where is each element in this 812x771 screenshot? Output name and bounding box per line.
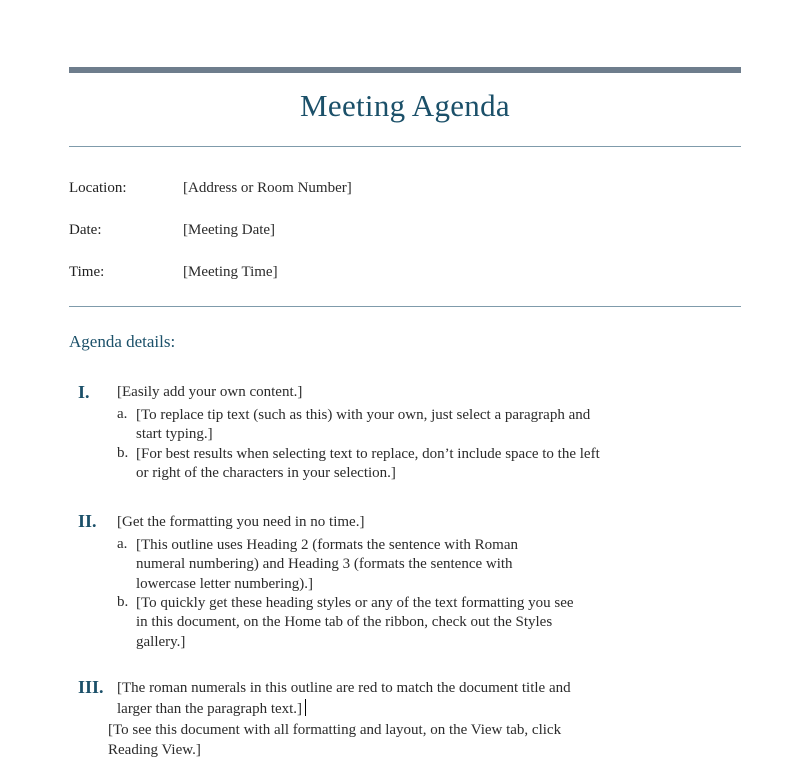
title-divider (69, 146, 741, 147)
closing-paragraph[interactable]: [To see this document with all formatting and layout, on the View tab, click Reading View.] (108, 722, 562, 758)
text-cursor (305, 699, 306, 716)
date-label: Date: (69, 222, 102, 238)
item-numeral: II. (78, 511, 97, 531)
agenda-item-text[interactable] (117, 679, 595, 719)
info-divider (69, 306, 741, 307)
time-label: Time: (69, 264, 105, 280)
agenda-item-text[interactable]: [Get the formatting you need in no time.] (117, 514, 365, 530)
subitem-letter: a. (117, 406, 128, 422)
location-value[interactable]: [Address or Room Number] (183, 180, 352, 196)
item-numeral: III. (78, 677, 104, 697)
location-label: Location: (69, 180, 127, 196)
header-accent-bar (69, 67, 741, 73)
subitem-letter: b. (117, 594, 129, 610)
subitem-text[interactable]: [To quickly get these heading styles or any of the text formatting you see in this document, on the Home tab of the ribbon, check out the Styles gallery.] (136, 595, 574, 650)
agenda-details-heading[interactable]: Agenda details: (69, 332, 176, 351)
agenda-item-text[interactable]: [Easily add your own content.] (117, 384, 303, 400)
item-numeral: I. (78, 382, 90, 402)
document-title[interactable]: Meeting Agenda (300, 88, 510, 123)
subitem-letter: a. (117, 536, 128, 552)
subitem-text[interactable]: [For best results when selecting text to replace, don’t include space to the left or right of the characters in your selection.] (136, 446, 600, 482)
subitem-letter: b. (117, 445, 129, 461)
agenda-item-text-content: [The roman numerals in this outline are red to match the document title and larger than the paragraph text.] (117, 680, 571, 717)
time-value[interactable]: [Meeting Time] (183, 264, 278, 280)
subitem-text[interactable]: [This outline uses Heading 2 (formats the sentence with Roman numeral numbering) and Heading 3 (formats the sentence with lowercase letter numbering).] (136, 537, 518, 592)
subitem-text[interactable]: [To replace tip text (such as this) with your own, just select a paragraph and start typing.] (136, 407, 591, 443)
date-value[interactable]: [Meeting Date] (183, 222, 276, 238)
